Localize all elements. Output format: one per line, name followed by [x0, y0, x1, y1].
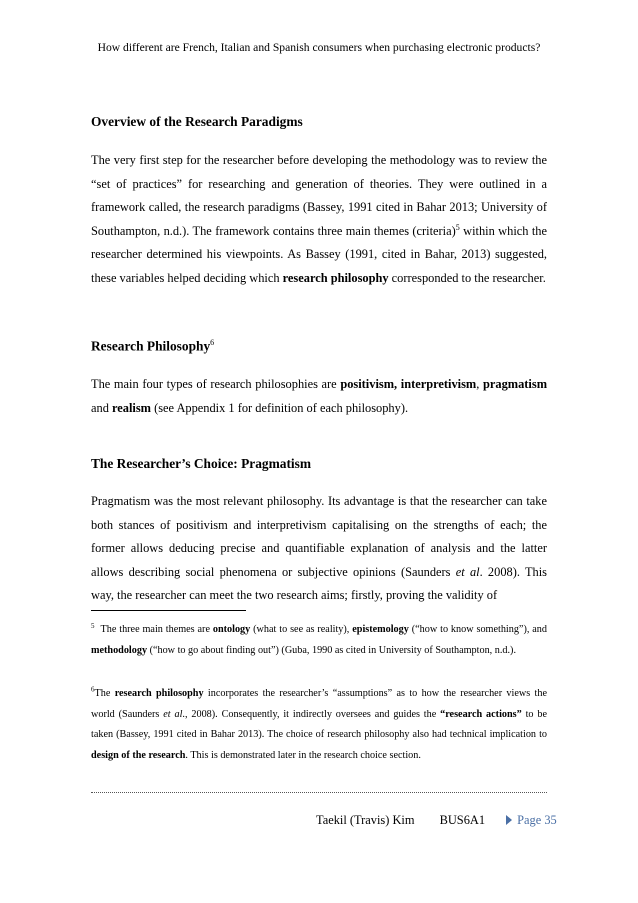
page-footer — [316, 813, 557, 828]
bold-term: “research actions” — [440, 708, 522, 720]
text: . 2008). This way, the researcher can meet the two research aims; firstly, proving the validity of — [91, 564, 547, 602]
text: ., 2008). Consequently, it indirectly oversees and guides the — [182, 708, 441, 720]
text: (“how to go about finding out”) (Guba, 1990 as cited in University of Southampton, n.d.). — [147, 644, 516, 656]
text: The — [94, 688, 115, 699]
running-header: How different are French, Italian and Spanish consumers when purchasing electronic products? — [97, 41, 541, 54]
footnote-5 — [91, 620, 547, 661]
bold-term: ontology — [212, 624, 251, 635]
bold-term: design of the research — [91, 749, 186, 761]
text: The three main themes are — [100, 624, 213, 635]
footnote-number: 6 — [91, 685, 95, 694]
footer-page-number — [506, 813, 557, 827]
paragraph-choice — [91, 490, 547, 608]
section-heading-overview: Overview of the Research Paradigms — [91, 114, 303, 129]
text: incorporates the researcher’s “assumptions” as to how the researcher views the world (Saunders — [91, 688, 547, 720]
footer-author: Taekil (Travis) Kim — [316, 813, 415, 827]
paragraph-overview — [91, 149, 547, 290]
triangle-right-icon — [506, 815, 512, 825]
text: The main four types of research philosophies are — [91, 377, 341, 391]
footnote-ref-5: 5 — [455, 222, 460, 232]
footnote-ref-6: 6 — [210, 338, 215, 347]
footer-course: BUS6A1 — [439, 813, 486, 827]
footnote-6 — [91, 684, 547, 766]
paragraph-philosophy — [91, 373, 547, 420]
text: , — [476, 377, 483, 391]
text: The very first step for the researcher before developing the methodology was to review the “set of practices” for researching and generation of theories. They were outlined in a framework called, the research paradigms (Bassey, 1991 cited in Bahar 2013; University of Southampton, n.d.). The framework contains three main themes (criteria) — [91, 153, 547, 238]
heading-text: Research Philosophy — [91, 338, 211, 354]
text: . This is demonstrated later in the research choice section. — [185, 749, 421, 761]
page-label: Page 35 — [517, 813, 557, 827]
text: Pragmatism was the most relevant philosophy. Its advantage is that the researcher can take both stances of positivism and interpretivism capitalising on the strengths of each; the former allows deducing precise and quantifiable explanation of analysis and the latter allows describing social phenomena or subjective opinions (Saunders — [91, 494, 547, 579]
bold-term: positivism, interpretivism — [340, 377, 477, 391]
italic-text: et al — [163, 708, 183, 720]
text: corresponded to the researcher. — [388, 270, 546, 285]
bold-term: research philosophy — [282, 270, 389, 285]
text: (“how to know something”), and — [408, 624, 547, 635]
bold-term: epistemology — [352, 624, 409, 635]
text: (what to see as reality), — [250, 624, 353, 635]
italic-text: et al — [455, 564, 480, 579]
bold-term: research philosophy — [114, 688, 204, 699]
bold-term: pragmatism — [483, 377, 548, 391]
section-heading-philosophy — [91, 335, 214, 354]
footnote-number: 5 — [91, 621, 95, 630]
text: and — [91, 400, 112, 415]
bold-term: realism — [112, 400, 151, 415]
text: within which the researcher determined his viewpoints. As Bassey (1991, cited in Bahar, 2013) suggested, these variables helped deciding which — [91, 223, 547, 285]
text: (see Appendix 1 for definition of each philosophy). — [151, 400, 409, 415]
text: to be taken (Bassey, 1991 cited in Bahar 2013). The choice of research philosophy also had technical implication to — [91, 708, 548, 740]
section-heading-choice: The Researcher’s Choice: Pragmatism — [91, 456, 312, 471]
footer-separator — [91, 792, 547, 793]
footnote-separator — [91, 610, 246, 611]
bold-term: methodology — [91, 644, 148, 656]
